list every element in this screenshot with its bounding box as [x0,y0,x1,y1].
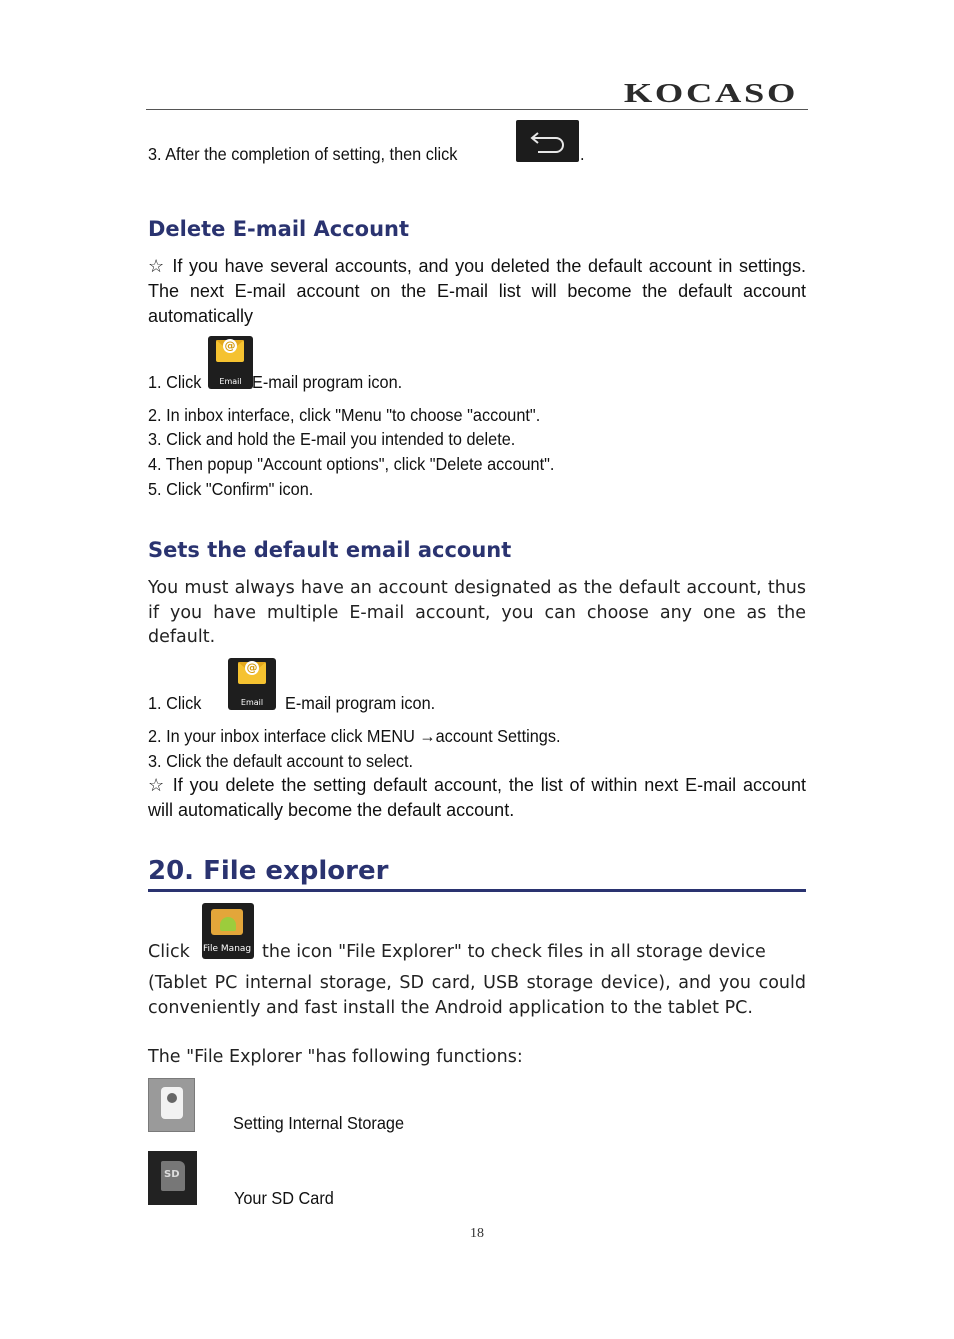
file-explorer-click: Click [148,942,190,962]
delete-step-3: 3. Click and hold the E-mail you intended to delete. [148,429,516,449]
internal-storage-icon [148,1078,195,1132]
default-step-3: 3. Click the default account to select. [148,751,414,771]
back-step-text: 3. After the completion of setting, then click [148,144,458,164]
default-step-2: 2. In your inbox interface click MENU →account Settings. [148,726,561,746]
delete-step-2: 2. In inbox interface, click "Menu "to choose "account". [148,405,541,425]
functions-intro: The "File Explorer "has following functions: [148,1047,523,1067]
default-account-intro: You must always have an account designated as the default account, thus if you have multiple E-mail account, you can choose any one as the default. [148,578,806,647]
delete-step1-suffix: E-mail program icon. [252,372,403,392]
function-sd-card: Your SD Card [234,1188,334,1208]
delete-account-heading: Delete E-mail Account [148,217,410,241]
file-explorer-heading: 20. File explorer [148,856,389,886]
file-explorer-desc-line1: the icon "File Explorer" to check files in all storage device [262,942,766,962]
email-app-icon: @ Email [228,658,276,710]
default-account-note: ☆ If you delete the setting default account, the list of within next E-mail account will automatically become the default account. [148,775,806,820]
page-number: 18 [470,1226,484,1241]
back-arrow-icon [516,120,579,162]
delete-step-4: 4. Then popup "Account options", click "Delete account". [148,454,555,474]
email-app-icon: @ Email [208,336,253,389]
function-internal-storage: Setting Internal Storage [233,1113,405,1133]
default-step1-prefix: 1. Click [148,693,202,713]
default-step1-suffix: E-mail program icon. [285,693,436,713]
kocaso-logo: KOCASO [623,78,798,108]
header-divider [146,109,808,110]
delete-account-note: ☆ If you have several accounts, and you deleted the default account in settings. The next E-mail account on the E-mail list will become the default account automatically [148,256,806,326]
default-account-heading: Sets the default email account [148,538,512,562]
sd-card-icon: SD [148,1151,197,1205]
section-rule [148,889,806,892]
delete-step-5: 5. Click "Confirm" icon. [148,479,314,499]
file-manager-icon: File Manag [202,903,254,959]
back-step-period: . [580,144,585,164]
delete-step1-prefix: 1. Click [148,372,202,392]
file-explorer-desc: (Tablet PC internal storage, SD card, USB storage device), and you could conveniently and fast install the Android application to the tablet PC. [148,973,806,1018]
